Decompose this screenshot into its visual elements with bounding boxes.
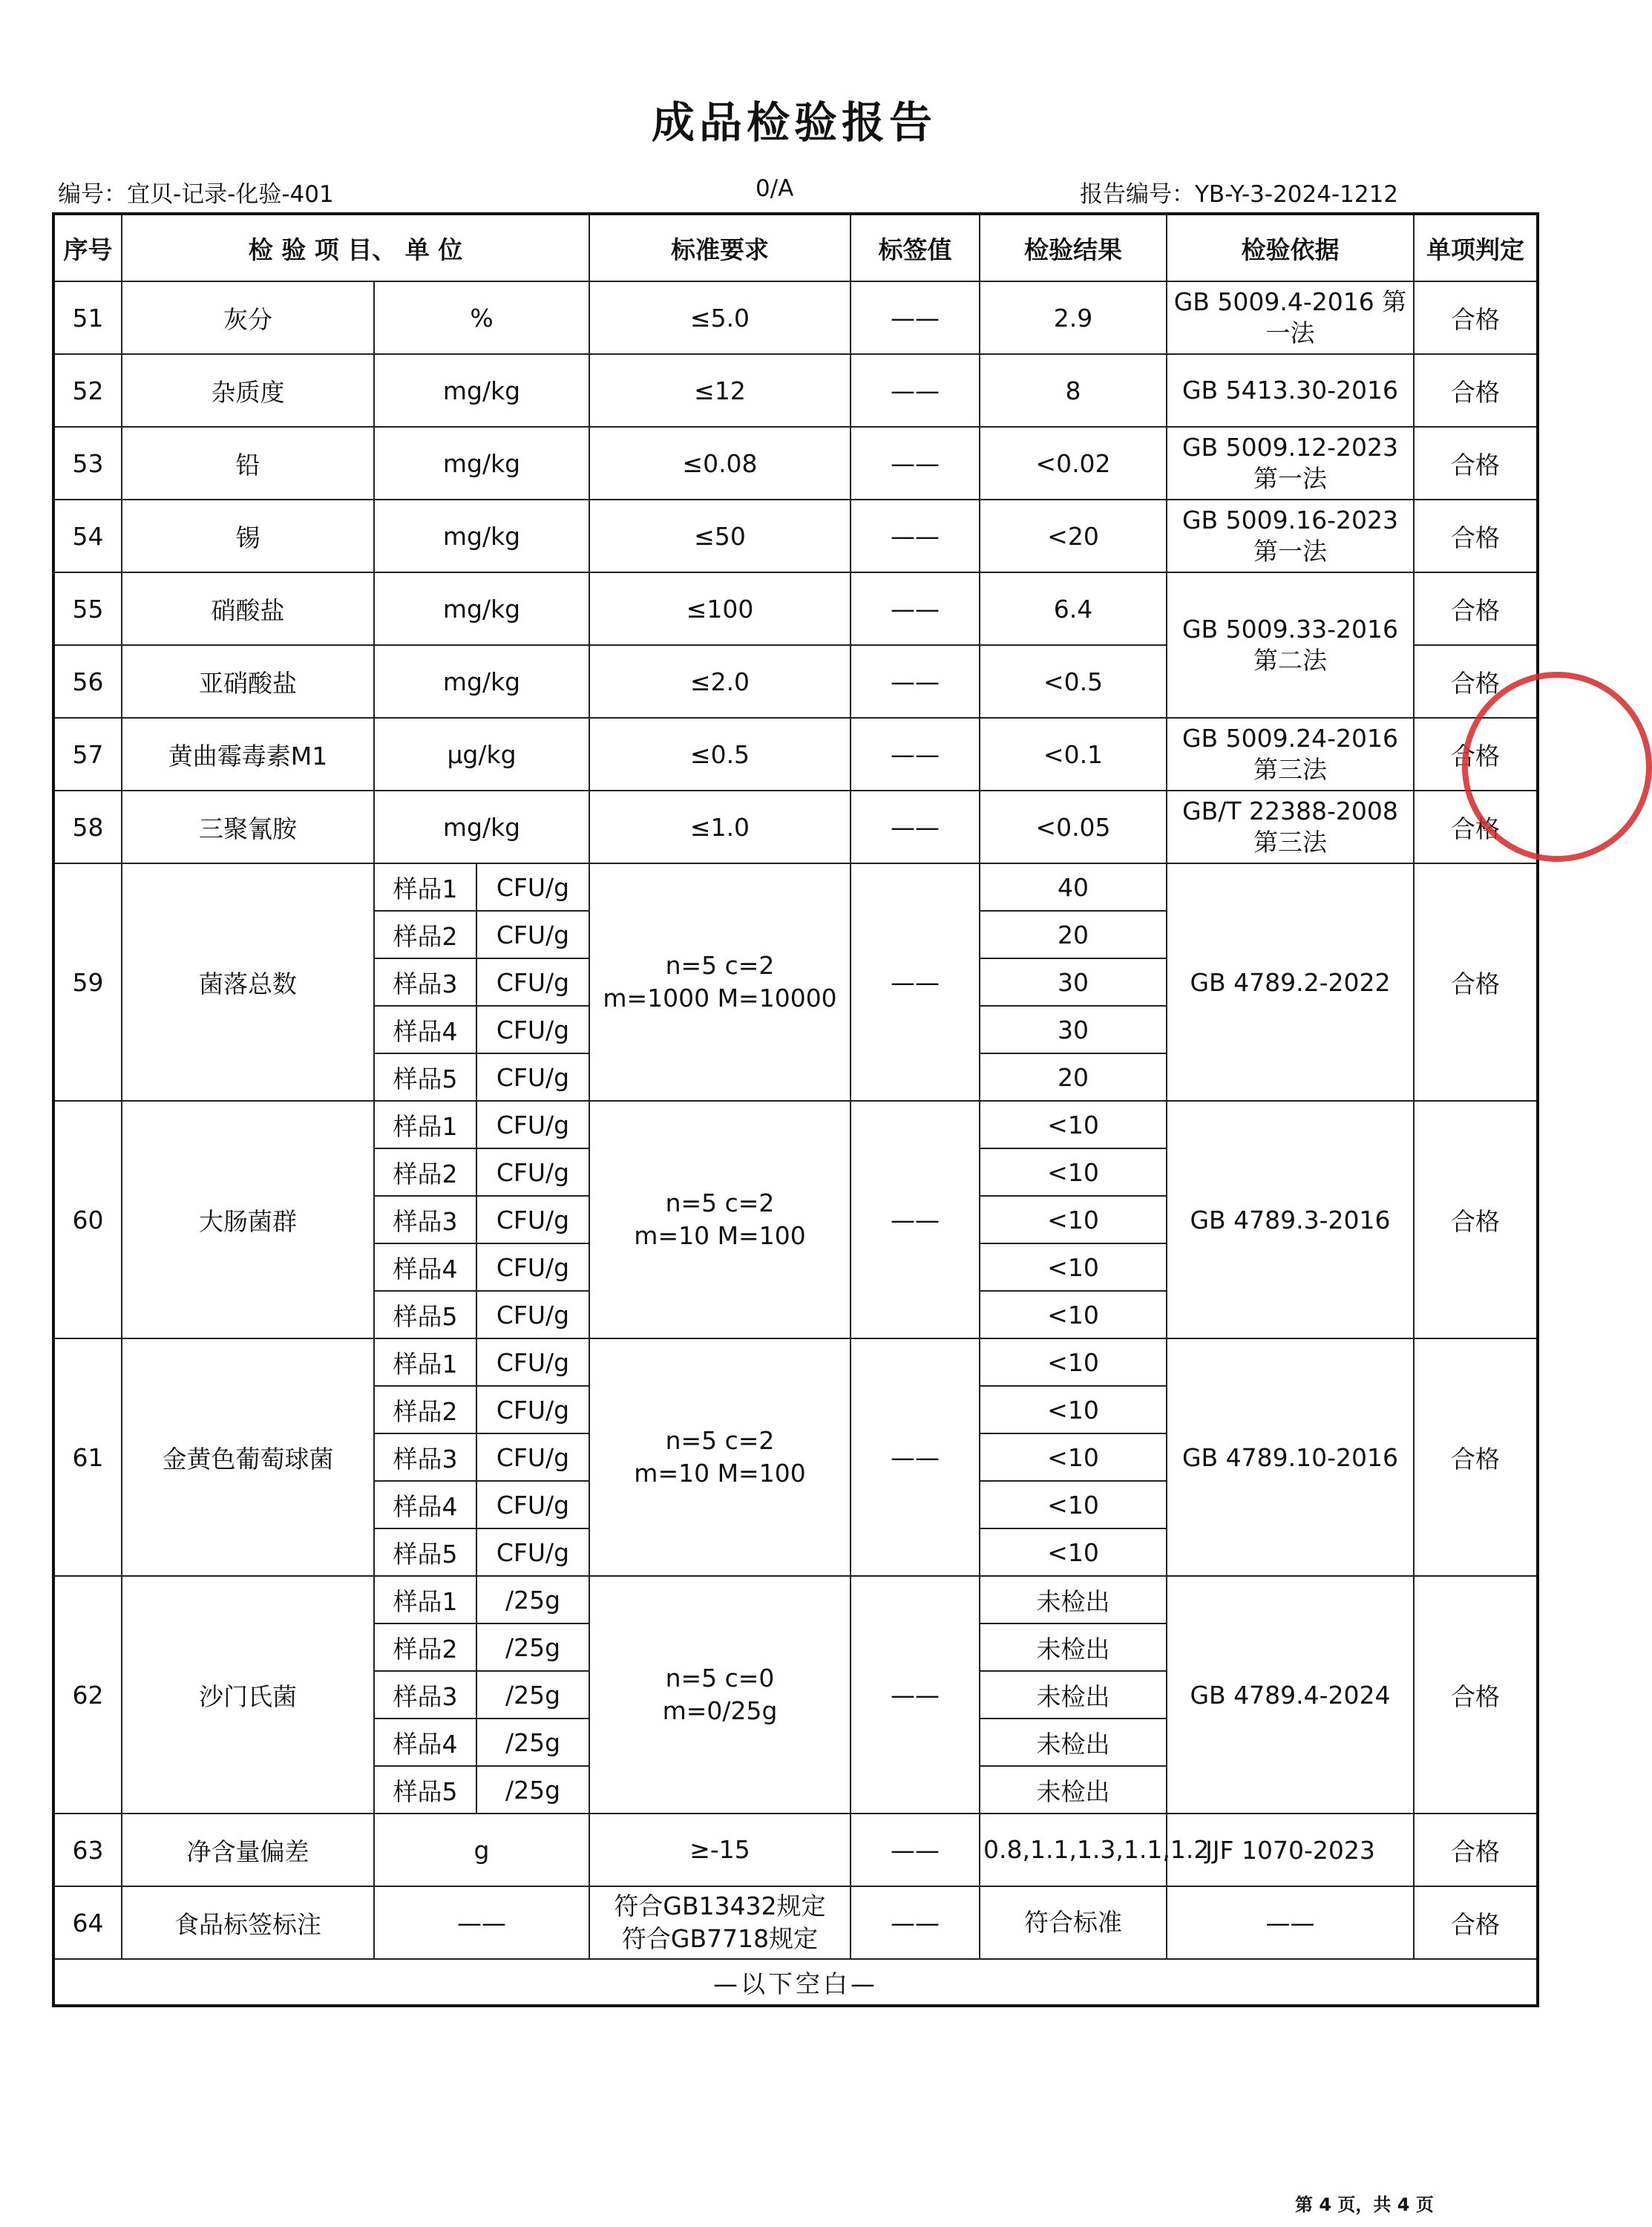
- standard-requirement: n=5 c=2 m=10 M=100: [589, 1101, 850, 1338]
- sample-unit: CFU/g: [476, 911, 589, 958]
- test-result: <10: [980, 1386, 1167, 1433]
- sample-unit: CFU/g: [476, 1101, 589, 1148]
- judgement: 合格: [1414, 427, 1538, 500]
- judgement: 合格: [1414, 1814, 1538, 1886]
- sample-name: 样品3: [374, 958, 476, 1006]
- test-result: 未检出: [980, 1576, 1167, 1623]
- row-number: 53: [53, 427, 122, 500]
- label-value: ——: [850, 427, 980, 500]
- record-number: 编号：宜贝-记录-化验-401: [58, 181, 334, 208]
- sample-unit: CFU/g: [476, 1196, 589, 1243]
- inspection-table: [52, 212, 1539, 2007]
- standard-requirement: ≤0.08: [589, 427, 850, 500]
- row-number: 52: [53, 354, 122, 427]
- test-basis: GB/T 22388-2008 第三法: [1167, 791, 1414, 863]
- test-basis: GB 5009.12-2023 第一法: [1167, 427, 1414, 500]
- sample-name: 样品4: [374, 1243, 476, 1291]
- sample-name: 样品4: [374, 1006, 476, 1053]
- test-basis: GB 5413.30-2016: [1167, 354, 1414, 427]
- row-number: 61: [53, 1338, 122, 1576]
- judgement: 合格: [1414, 863, 1538, 1101]
- test-basis: ——: [1167, 1886, 1414, 1959]
- test-result: 未检出: [980, 1623, 1167, 1671]
- table-row: [53, 791, 1538, 863]
- test-result: 未检出: [980, 1671, 1167, 1719]
- sample-name: 样品2: [374, 1386, 476, 1433]
- sample-name: 样品4: [374, 1719, 476, 1766]
- row-number: 57: [53, 718, 122, 791]
- item-unit: mg/kg: [374, 572, 589, 645]
- test-result: <10: [980, 1243, 1167, 1291]
- judgement: 合格: [1414, 645, 1538, 718]
- test-result: <20: [980, 500, 1167, 572]
- label-value: ——: [850, 354, 980, 427]
- item-unit: mg/kg: [374, 500, 589, 572]
- sample-name: 样品1: [374, 1101, 476, 1148]
- sample-name: 样品5: [374, 1528, 476, 1576]
- label-value: ——: [850, 863, 980, 1101]
- sample-unit: CFU/g: [476, 1433, 589, 1481]
- item-name: 金黄色葡萄球菌: [122, 1338, 374, 1576]
- test-result: 30: [980, 958, 1167, 1006]
- label-value: ——: [850, 1338, 980, 1576]
- judgement: 合格: [1414, 791, 1538, 863]
- sample-name: 样品3: [374, 1433, 476, 1481]
- row-number: 54: [53, 500, 122, 572]
- standard-requirement: ≤5.0: [589, 281, 850, 354]
- label-value: ——: [850, 1814, 980, 1886]
- row-number: 63: [53, 1814, 122, 1886]
- sample-unit: /25g: [476, 1719, 589, 1766]
- label-value: ——: [850, 1576, 980, 1814]
- row-number: 55: [53, 572, 122, 645]
- version: 0/A: [755, 175, 794, 202]
- standard-requirement: n=5 c=0 m=0/25g: [589, 1576, 850, 1814]
- test-result: <10: [980, 1196, 1167, 1243]
- report-number: 报告编号：YB-Y-3-2024-1212: [1080, 181, 1399, 208]
- test-result: 30: [980, 1006, 1167, 1053]
- test-result: <10: [980, 1338, 1167, 1386]
- item-name: 亚硝酸盐: [122, 645, 374, 718]
- test-basis: GB 4789.3-2016: [1167, 1101, 1414, 1338]
- test-result: <0.1: [980, 718, 1167, 791]
- table-row: [53, 1886, 1538, 1959]
- test-result: <10: [980, 1481, 1167, 1528]
- standard-requirement: ≤2.0: [589, 645, 850, 718]
- col-judge: 单项判定: [1414, 214, 1538, 281]
- table-row: [53, 500, 1538, 572]
- blank-marker: —以下空白—: [53, 1959, 1538, 2006]
- test-result: 未检出: [980, 1766, 1167, 1814]
- item-name: 灰分: [122, 281, 374, 354]
- judgement: 合格: [1414, 1338, 1538, 1576]
- item-unit: mg/kg: [374, 427, 589, 500]
- test-basis: GB 4789.4-2024: [1167, 1576, 1414, 1814]
- sample-name: 样品3: [374, 1196, 476, 1243]
- sample-unit: CFU/g: [476, 1053, 589, 1101]
- row-number: 59: [53, 863, 122, 1101]
- sample-row: [53, 1101, 1538, 1148]
- col-label: 标签值: [850, 214, 980, 281]
- test-result: <10: [980, 1291, 1167, 1338]
- test-basis: GB 4789.10-2016: [1167, 1338, 1414, 1576]
- test-result: 6.4: [980, 572, 1167, 645]
- label-value: ——: [850, 718, 980, 791]
- row-number: 58: [53, 791, 122, 863]
- sample-unit: CFU/g: [476, 1291, 589, 1338]
- standard-requirement: ≥-15: [589, 1814, 850, 1886]
- test-result: <10: [980, 1433, 1167, 1481]
- standard-requirement: ≤0.5: [589, 718, 850, 791]
- sample-name: 样品2: [374, 911, 476, 958]
- judgement: 合格: [1414, 500, 1538, 572]
- sample-name: 样品5: [374, 1053, 476, 1101]
- table-row: [53, 572, 1538, 645]
- item-unit: g: [374, 1814, 589, 1886]
- item-name: 铅: [122, 427, 374, 500]
- standard-requirement: ≤1.0: [589, 791, 850, 863]
- test-basis: GB 5009.33-2016 第二法: [1167, 572, 1414, 718]
- standard-requirement: n=5 c=2 m=1000 M=10000: [589, 863, 850, 1101]
- test-result: 符合标准: [980, 1886, 1167, 1959]
- sample-unit: CFU/g: [476, 1006, 589, 1053]
- judgement: 合格: [1414, 354, 1538, 427]
- item-unit: mg/kg: [374, 791, 589, 863]
- item-unit: mg/kg: [374, 645, 589, 718]
- label-value: ——: [850, 500, 980, 572]
- test-result: 20: [980, 1053, 1167, 1101]
- test-result: <10: [980, 1528, 1167, 1576]
- sample-unit: CFU/g: [476, 1528, 589, 1576]
- item-name: 锡: [122, 500, 374, 572]
- col-standard: 标准要求: [589, 214, 850, 281]
- sample-name: 样品5: [374, 1766, 476, 1814]
- sample-name: 样品5: [374, 1291, 476, 1338]
- item-name: 黄曲霉毒素M1: [122, 718, 374, 791]
- blank-row: [53, 1959, 1538, 2006]
- judgement: 合格: [1414, 572, 1538, 645]
- label-value: ——: [850, 791, 980, 863]
- label-value: ——: [850, 1101, 980, 1338]
- sample-unit: /25g: [476, 1623, 589, 1671]
- judgement: 合格: [1414, 1886, 1538, 1959]
- sample-unit: CFU/g: [476, 958, 589, 1006]
- test-result: 8: [980, 354, 1167, 427]
- sample-unit: CFU/g: [476, 1481, 589, 1528]
- row-number: 56: [53, 645, 122, 718]
- standard-requirement: ≤100: [589, 572, 850, 645]
- standard-requirement: n=5 c=2 m=10 M=100: [589, 1338, 850, 1576]
- sample-name: 样品2: [374, 1148, 476, 1196]
- item-name: 净含量偏差: [122, 1814, 374, 1886]
- judgement: 合格: [1414, 1576, 1538, 1814]
- item-name: 硝酸盐: [122, 572, 374, 645]
- company-seal: [1462, 672, 1652, 862]
- label-value: ——: [850, 1886, 980, 1959]
- test-result: <10: [980, 1148, 1167, 1196]
- item-name: 大肠菌群: [122, 1101, 374, 1338]
- item-name: 沙门氏菌: [122, 1576, 374, 1814]
- item-unit: %: [374, 281, 589, 354]
- sample-name: 样品2: [374, 1623, 476, 1671]
- sample-name: 样品3: [374, 1671, 476, 1719]
- label-value: ——: [850, 645, 980, 718]
- sample-unit: /25g: [476, 1766, 589, 1814]
- sample-name: 样品1: [374, 1338, 476, 1386]
- sample-name: 样品1: [374, 1576, 476, 1623]
- col-basis: 检验依据: [1167, 214, 1414, 281]
- header-row: [53, 214, 1538, 281]
- label-value: ——: [850, 572, 980, 645]
- report-title: 成品检验报告: [651, 97, 937, 148]
- sample-name: 样品4: [374, 1481, 476, 1528]
- item-unit: ——: [374, 1886, 589, 1959]
- sample-row: [53, 1338, 1538, 1386]
- table-row: [53, 354, 1538, 427]
- item-name: 菌落总数: [122, 863, 374, 1101]
- row-number: 64: [53, 1886, 122, 1959]
- standard-requirement: ≤50: [589, 500, 850, 572]
- label-value: ——: [850, 281, 980, 354]
- col-result: 检验结果: [980, 214, 1167, 281]
- sample-name: 样品1: [374, 863, 476, 911]
- row-number: 62: [53, 1576, 122, 1814]
- sample-unit: /25g: [476, 1576, 589, 1623]
- test-result: 40: [980, 863, 1167, 911]
- judgement: 合格: [1414, 718, 1538, 791]
- judgement: 合格: [1414, 281, 1538, 354]
- test-result: <0.02: [980, 427, 1167, 500]
- table-row: [53, 281, 1538, 354]
- test-basis: GB 4789.2-2022: [1167, 863, 1414, 1101]
- page-footer: 第 4 页，共 4 页: [1295, 2194, 1434, 2215]
- standard-requirement: 符合GB13432规定 符合GB7718规定: [589, 1886, 850, 1959]
- sample-unit: CFU/g: [476, 863, 589, 911]
- test-basis: JJF 1070-2023: [1167, 1814, 1414, 1886]
- col-item-unit: 检 验 项 目、 单 位: [122, 214, 589, 281]
- test-basis: GB 5009.4-2016 第一法: [1167, 281, 1414, 354]
- sample-unit: CFU/g: [476, 1386, 589, 1433]
- test-result: <0.05: [980, 791, 1167, 863]
- sample-unit: CFU/g: [476, 1338, 589, 1386]
- standard-requirement: ≤12: [589, 354, 850, 427]
- test-result: 20: [980, 911, 1167, 958]
- test-result: 0.8,1.1,1.3,1.1,1.2: [980, 1814, 1167, 1886]
- table-row: [53, 718, 1538, 791]
- sample-row: [53, 863, 1538, 911]
- table-row: [53, 1814, 1538, 1886]
- sample-unit: CFU/g: [476, 1243, 589, 1291]
- item-unit: mg/kg: [374, 354, 589, 427]
- row-number: 60: [53, 1101, 122, 1338]
- sample-unit: CFU/g: [476, 1148, 589, 1196]
- item-unit: μg/kg: [374, 718, 589, 791]
- test-result: <0.5: [980, 645, 1167, 718]
- test-result: 2.9: [980, 281, 1167, 354]
- judgement: 合格: [1414, 1101, 1538, 1338]
- row-number: 51: [53, 281, 122, 354]
- sample-unit: /25g: [476, 1671, 589, 1719]
- table-row: [53, 427, 1538, 500]
- test-result: 未检出: [980, 1719, 1167, 1766]
- item-name: 三聚氰胺: [122, 791, 374, 863]
- test-basis: GB 5009.24-2016 第三法: [1167, 718, 1414, 791]
- test-basis: GB 5009.16-2023 第一法: [1167, 500, 1414, 572]
- sample-row: [53, 1576, 1538, 1623]
- test-result: <10: [980, 1101, 1167, 1148]
- item-name: 杂质度: [122, 354, 374, 427]
- col-no: 序号: [53, 214, 122, 281]
- item-name: 食品标签标注: [122, 1886, 374, 1959]
